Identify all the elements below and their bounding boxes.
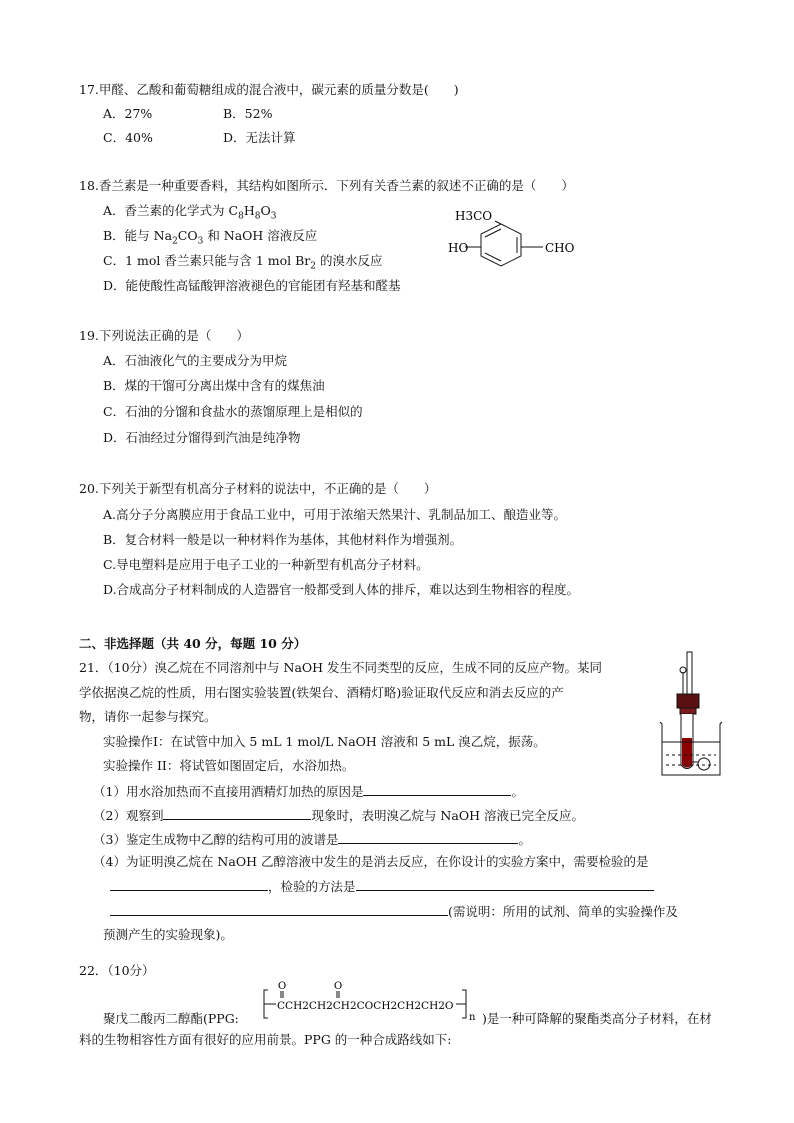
q21-operation-1: 实验操作Ⅰ：在试管中加入 5 mL 1 mol/L NaOH 溶液和 5 mL 溴乙烷，振荡。 — [103, 734, 546, 749]
q22-heading: 22．（10分） — [79, 963, 155, 978]
q19-option-c: C．石油的分馏和食盐水的蒸馏原理上是相似的 — [103, 404, 363, 419]
answer-blank[interactable] — [338, 830, 518, 844]
q22-prefix: 聚戊二酸丙二醇酯(PPG: — [103, 1011, 239, 1026]
q19-option-b: B．煤的干馏可分离出煤中含有的煤焦油 — [103, 378, 325, 393]
hydroxy-label: HO — [448, 241, 469, 255]
q17-option-c: C．40% — [103, 130, 153, 145]
rubber-stopper — [677, 694, 699, 708]
q20-option-b: B．复合材料一般是以一种材料作为基体，其他材料作为增强剂。 — [103, 532, 463, 547]
q17-stem: 17.甲醛、乙酸和葡萄糖组成的混合液中，碳元素的质量分数是( ) — [79, 82, 459, 97]
methoxy-label: H3CO — [455, 209, 493, 223]
section-heading: 二、非选择题（共 40 分，每题 10 分） — [79, 636, 307, 651]
q20-option-d: D.合成高分子材料制成的人造器官一般都受到人体的排斥，难以达到生物相容的程度。 — [103, 582, 580, 597]
q20-option-a: A.高分子分离膜应用于食品工业中，可用于浓缩天然果汁、乳制品加工、酿造业等。 — [103, 507, 567, 522]
q18-option-d: D．能使酸性高锰酸钾溶液褪色的官能团有羟基和醛基 — [103, 278, 401, 293]
aldehyde-label: CHO — [545, 241, 575, 255]
q21-sub3: （3）鉴定生成物中乙醇的结构可用的波谱是 。 — [93, 832, 531, 847]
degree-of-polymerization: n — [469, 1012, 476, 1023]
q21-sub4-line4: 预测产生的实验现象)。 — [103, 927, 233, 942]
benzene-ring — [465, 221, 543, 266]
answer-blank[interactable] — [363, 782, 511, 796]
q21-sub1: （1）用水浴加热而不直接用酒精灯加热的原因是 。 — [93, 784, 524, 799]
q17-option-b: B．52% — [223, 106, 273, 121]
q19-stem: 19.下列说法正确的是（ ） — [79, 328, 249, 343]
answer-blank[interactable] — [110, 902, 448, 916]
q17-option-a: A．27% — [103, 106, 153, 121]
ppg-formula: CCH2CH2CH2COCH2CH2CH2O — [277, 1000, 454, 1012]
q17-option-d: D．无法计算 — [223, 130, 296, 145]
q21-sub4-line2: ，检验的方法是 — [110, 877, 654, 896]
vanillin-structure — [445, 200, 585, 275]
q21-sub4-line3: (需说明：所用的试剂、简单的实验操作及 — [110, 902, 678, 921]
q19-option-a: A．石油液化气的主要成分为甲烷 — [103, 353, 288, 368]
q18-option-b: B．能与 $Na_2CO_3$ 和 NaOH 溶液反应 — [103, 228, 318, 247]
q18-option-c: C．1 mol 香兰素只能与含 1 mol $Br_2$ 的溴水反应 — [103, 253, 383, 272]
q21-line2: 学依据溴乙烷的性质，用右图实验装置(铁架台、酒精灯略)验证取代反应和消去反应的产 — [79, 685, 564, 700]
q19-option-d: D．石油经过分馏得到汽油是纯净物 — [103, 430, 301, 445]
answer-blank[interactable] — [356, 877, 654, 891]
q20-stem: 20.下列关于新型有机高分子材料的说法中，不正确的是（ ） — [79, 481, 437, 496]
q21-sub4: （4）为证明溴乙烷在 NaOH 乙醇溶液中发生的是消去反应，在你设计的实验方案中，需要检验的是 — [93, 854, 649, 869]
q21-sub2: （2）观察到 现象时，表明溴乙烷与 NaOH 溶液已完全反应。 — [93, 808, 584, 823]
q18-stem: 18.香兰素是一种重要香料，其结构如图所示．下列有关香兰素的叙述不正确的是（ ） — [79, 178, 574, 193]
carbonyl-oxygen-1: O — [278, 981, 287, 992]
q22-line2: 料的生物相容性方面有很好的应用前景。PPG 的一种合成路线如下: — [79, 1032, 452, 1047]
ppg-repeat-unit — [262, 978, 484, 1026]
q21-line3: 物，请你一起参与探究。 — [79, 709, 217, 724]
q21-operation-2: 实验操作 II：将试管如图固定后，水浴加热。 — [103, 758, 355, 773]
answer-blank[interactable] — [163, 806, 311, 820]
q22-suffix: )是一种可降解的聚酯类高分子材料，在材 — [482, 1011, 712, 1026]
q18-option-a: A．香兰素的化学式为 $C_8H_8O_3$ — [103, 203, 277, 222]
q21-line1: 21．（10分）溴乙烷在不同溶剂中与 NaOH 发生不同类型的反应，生成不同的反应产物。某同 — [79, 660, 603, 675]
water-bath-apparatus — [656, 650, 728, 780]
answer-blank[interactable] — [110, 877, 268, 891]
q20-option-c: C.导电塑料是应用于电子工业的一种新型有机高分子材料。 — [103, 557, 429, 572]
carbonyl-oxygen-2: O — [334, 981, 343, 992]
